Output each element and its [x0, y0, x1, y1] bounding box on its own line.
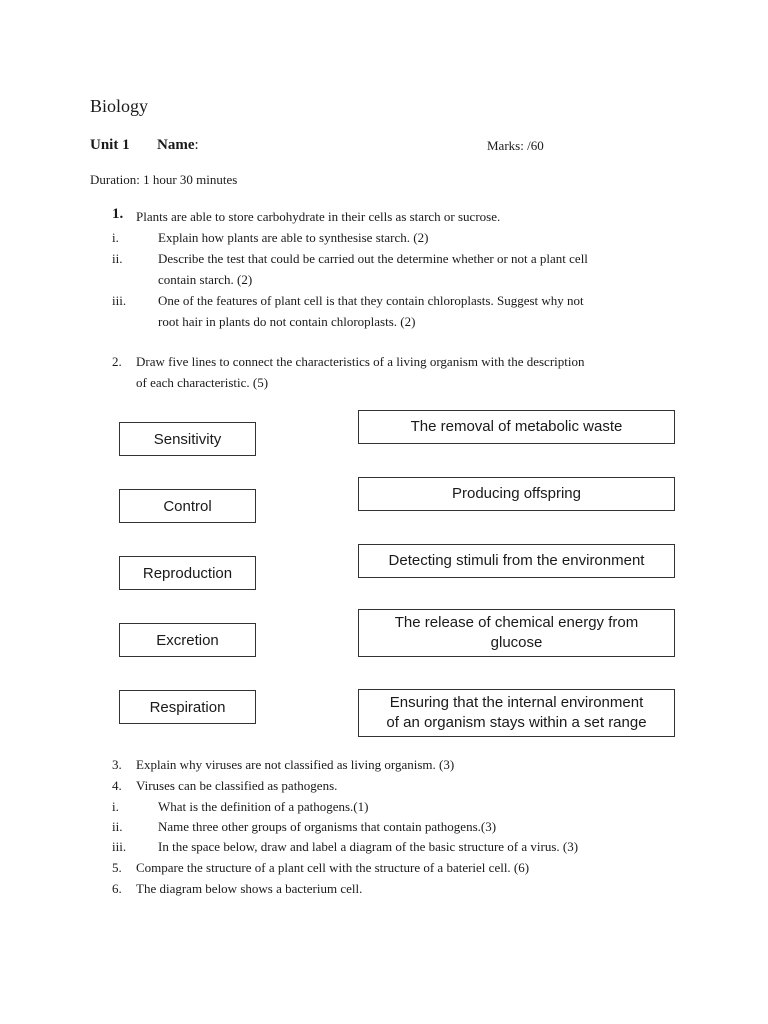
q1-part-ii-text-line1: Describe the test that could be carried out the determine whether or not a plant cell	[158, 251, 588, 266]
q4-part-i-text: What is the definition of a pathogens.(1)	[158, 799, 369, 814]
q4-text: Viruses can be classified as pathogens.	[136, 778, 338, 793]
q2-number: 2.	[112, 354, 122, 369]
description-box-internal-environment	[358, 689, 675, 737]
q1-part-iii-text-line1: One of the features of plant cell is that they contain chloroplasts. Suggest why not	[158, 293, 584, 308]
characteristic-box-respiration: Respiration	[119, 690, 256, 724]
characteristic-box-reproduction: Reproduction	[119, 556, 256, 590]
description-box-producing-offspring	[358, 477, 675, 511]
description-line-2: glucose	[490, 634, 543, 651]
q4-part-iii-text: In the space below, draw and label a diagram of the basic structure of a virus. (3)	[158, 839, 579, 854]
name-label-text: Name	[157, 137, 195, 153]
q1-part-iii-text-line2: root hair in plants do not contain chloroplasts. (2)	[158, 314, 416, 329]
q5-text: Compare the structure of a plant cell with the structure of a bateriel cell. (6)	[136, 860, 530, 875]
description-line: The release of chemical energy from	[394, 614, 639, 631]
description-box-detecting-stimuli	[358, 544, 675, 578]
q3-number: 3.	[112, 757, 122, 772]
q6-text: The diagram below shows a bacterium cell.	[136, 881, 363, 896]
q1-part-ii-text-line2: contain starch. (2)	[158, 272, 253, 287]
characteristic-box-excretion: Excretion	[119, 623, 256, 657]
description-line-2: of an organism stays within a set range	[386, 714, 647, 731]
q1-number: 1.	[112, 206, 124, 222]
name-field-label	[157, 136, 199, 154]
name-label-colon: :	[194, 137, 199, 153]
q2-text-line1: Draw five lines to connect the characteristics of a living organism with the description	[136, 354, 585, 369]
marks-label: Marks: /60	[487, 138, 544, 153]
description-box-release-of-energy	[358, 609, 675, 657]
subject-title: Biology	[90, 96, 149, 116]
q4-part-i-marker: i.	[112, 799, 119, 814]
duration-text: Duration: 1 hour 30 minutes	[90, 172, 238, 187]
q3-text: Explain why viruses are not classified as living organism. (3)	[136, 757, 455, 772]
q1-part-i-text: Explain how plants are able to synthesise starch. (2)	[158, 230, 429, 245]
q1-text: Plants are able to store carbohydrate in their cells as starch or sucrose.	[136, 209, 501, 224]
q4-part-ii-text: Name three other groups of organisms that contain pathogens.(3)	[158, 819, 497, 834]
q1-part-ii-marker: ii.	[112, 251, 123, 266]
unit-label: Unit 1	[90, 137, 130, 153]
q4-number: 4.	[112, 778, 122, 793]
description-line: Producing offspring	[452, 485, 581, 502]
q4-part-ii-marker: ii.	[112, 819, 123, 834]
description-line: Ensuring that the internal environment	[389, 694, 644, 711]
q2-text-line2: of each characteristic. (5)	[136, 375, 269, 390]
description-line: Detecting stimuli from the environment	[388, 552, 645, 569]
q1-part-i-marker: i.	[112, 230, 119, 245]
description-box-removal-of-waste	[358, 410, 675, 444]
characteristic-box-control: Control	[119, 489, 256, 523]
q5-number: 5.	[112, 860, 122, 875]
description-line: The removal of metabolic waste	[410, 418, 623, 435]
characteristic-box-sensitivity: Sensitivity	[119, 422, 256, 456]
q1-part-iii-marker: iii.	[112, 293, 127, 308]
q4-part-iii-marker: iii.	[112, 839, 127, 854]
q6-number: 6.	[112, 881, 122, 896]
